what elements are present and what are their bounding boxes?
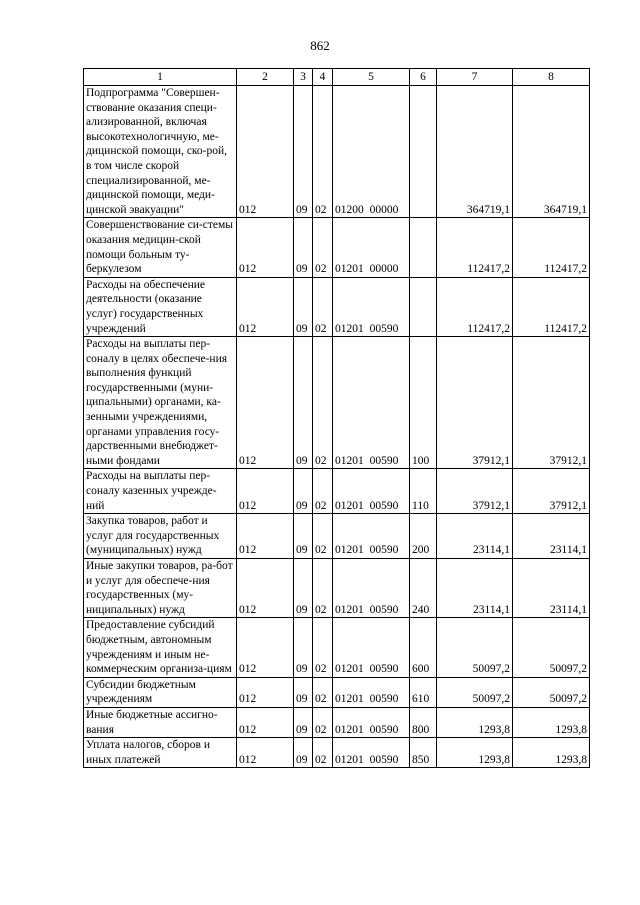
header-col-7: 7 xyxy=(437,69,513,86)
cell-pr: 02 xyxy=(313,738,333,768)
cell-rz: 09 xyxy=(294,618,313,677)
cell-pr: 02 xyxy=(313,618,333,677)
header-col-3: 3 xyxy=(294,69,313,86)
header-col-4: 4 xyxy=(313,69,333,86)
cell-vr: 600 xyxy=(410,618,437,677)
cell-pr: 02 xyxy=(313,277,333,336)
table-row xyxy=(84,559,590,618)
cell-name: Расходы на выплаты пер-соналу казенных учрежде-ний xyxy=(84,469,237,514)
table-row xyxy=(84,86,590,218)
cell-sum-1: 37912,1 xyxy=(437,469,513,514)
cell-csr: 01201 00590 xyxy=(333,337,410,469)
cell-rz: 09 xyxy=(294,337,313,469)
cell-sum-2: 1293,8 xyxy=(513,707,590,737)
cell-rz: 09 xyxy=(294,277,313,336)
cell-name: Уплата налогов, сборов и иных платежей xyxy=(84,738,237,768)
cell-grbs: 012 xyxy=(237,218,294,277)
cell-grbs: 012 xyxy=(237,559,294,618)
table-row xyxy=(84,514,590,559)
cell-csr: 01201 00590 xyxy=(333,707,410,737)
cell-name: Иные бюджетные ассигно-вания xyxy=(84,707,237,737)
table-body xyxy=(84,86,590,768)
cell-sum-2: 23114,1 xyxy=(513,559,590,618)
cell-sum-1: 1293,8 xyxy=(437,707,513,737)
cell-pr: 02 xyxy=(313,469,333,514)
cell-vr: 800 xyxy=(410,707,437,737)
cell-vr: 610 xyxy=(410,677,437,707)
cell-pr: 02 xyxy=(313,218,333,277)
cell-sum-2: 112417,2 xyxy=(513,277,590,336)
cell-sum-1: 50097,2 xyxy=(437,677,513,707)
cell-grbs: 012 xyxy=(237,277,294,336)
cell-vr xyxy=(410,218,437,277)
cell-rz: 09 xyxy=(294,218,313,277)
cell-sum-2: 50097,2 xyxy=(513,618,590,677)
cell-csr: 01201 00590 xyxy=(333,738,410,768)
cell-name: Подпрограмма "Совершен-ствование оказания специ-ализированной, включая высокотехнологичную, ме-дицинской помощи, ско-рой, в том числе скорой специализированной, ме-дицинской помощи, меди-цинской эвакуации" xyxy=(84,86,237,218)
cell-csr: 01201 00590 xyxy=(333,469,410,514)
cell-sum-1: 23114,1 xyxy=(437,514,513,559)
table-row xyxy=(84,618,590,677)
table-row xyxy=(84,218,590,277)
cell-grbs: 012 xyxy=(237,738,294,768)
cell-grbs: 012 xyxy=(237,469,294,514)
budget-table xyxy=(83,68,590,768)
table-row xyxy=(84,677,590,707)
cell-vr: 100 xyxy=(410,337,437,469)
cell-sum-2: 37912,1 xyxy=(513,469,590,514)
cell-vr xyxy=(410,277,437,336)
cell-pr: 02 xyxy=(313,337,333,469)
cell-sum-2: 23114,1 xyxy=(513,514,590,559)
cell-name: Совершенствование си-стемы оказания медицин-ской помощи больным ту-беркулезом xyxy=(84,218,237,277)
cell-rz: 09 xyxy=(294,469,313,514)
cell-csr: 01201 00590 xyxy=(333,559,410,618)
cell-csr: 01200 00000 xyxy=(333,86,410,218)
cell-sum-2: 50097,2 xyxy=(513,677,590,707)
cell-sum-1: 50097,2 xyxy=(437,618,513,677)
cell-csr: 01201 00590 xyxy=(333,677,410,707)
cell-csr: 01201 00000 xyxy=(333,218,410,277)
cell-name: Закупка товаров, работ и услуг для государственных (муниципальных) нужд xyxy=(84,514,237,559)
cell-rz: 09 xyxy=(294,86,313,218)
table-row xyxy=(84,277,590,336)
header-col-8: 8 xyxy=(513,69,590,86)
cell-vr: 110 xyxy=(410,469,437,514)
table-row xyxy=(84,469,590,514)
cell-rz: 09 xyxy=(294,738,313,768)
cell-sum-1: 1293,8 xyxy=(437,738,513,768)
cell-name: Расходы на обеспечение деятельности (оказание услуг) государственных учреждений xyxy=(84,277,237,336)
cell-csr: 01201 00590 xyxy=(333,514,410,559)
cell-sum-1: 112417,2 xyxy=(437,218,513,277)
header-col-6: 6 xyxy=(410,69,437,86)
header-col-5: 5 xyxy=(333,69,410,86)
cell-grbs: 012 xyxy=(237,337,294,469)
header-col-2: 2 xyxy=(237,69,294,86)
cell-pr: 02 xyxy=(313,677,333,707)
cell-sum-1: 364719,1 xyxy=(437,86,513,218)
cell-sum-1: 37912,1 xyxy=(437,337,513,469)
cell-pr: 02 xyxy=(313,86,333,218)
header-row xyxy=(84,69,590,86)
page-number: 862 xyxy=(310,38,330,53)
cell-vr: 850 xyxy=(410,738,437,768)
cell-name: Расходы на выплаты пер-соналу в целях обеспече-ния выполнения функций государственными (муни-ципальными) органами, ка-зенными учреждениями, органами управления госу-дарственными внебюджет-ными фондами xyxy=(84,337,237,469)
cell-grbs: 012 xyxy=(237,707,294,737)
cell-pr: 02 xyxy=(313,559,333,618)
cell-grbs: 012 xyxy=(237,677,294,707)
cell-sum-1: 23114,1 xyxy=(437,559,513,618)
cell-vr: 200 xyxy=(410,514,437,559)
cell-name: Предоставление субсидий бюджетным, автономным учреждениям и иным не-коммерческим организа-циям xyxy=(84,618,237,677)
cell-name: Субсидии бюджетным учреждениям xyxy=(84,677,237,707)
cell-vr: 240 xyxy=(410,559,437,618)
cell-grbs: 012 xyxy=(237,86,294,218)
cell-rz: 09 xyxy=(294,559,313,618)
table-row xyxy=(84,738,590,768)
cell-rz: 09 xyxy=(294,677,313,707)
cell-sum-1: 112417,2 xyxy=(437,277,513,336)
cell-rz: 09 xyxy=(294,514,313,559)
cell-sum-2: 112417,2 xyxy=(513,218,590,277)
cell-grbs: 012 xyxy=(237,618,294,677)
header-col-1: 1 xyxy=(84,69,237,86)
cell-sum-2: 1293,8 xyxy=(513,738,590,768)
cell-csr: 01201 00590 xyxy=(333,618,410,677)
cell-name: Иные закупки товаров, ра-бот и услуг для обеспече-ния государственных (му-ниципальных) нужд xyxy=(84,559,237,618)
cell-csr: 01201 00590 xyxy=(333,277,410,336)
table-row xyxy=(84,707,590,737)
table-row xyxy=(84,337,590,469)
cell-vr xyxy=(410,86,437,218)
cell-pr: 02 xyxy=(313,707,333,737)
cell-pr: 02 xyxy=(313,514,333,559)
cell-rz: 09 xyxy=(294,707,313,737)
cell-sum-2: 364719,1 xyxy=(513,86,590,218)
cell-sum-2: 37912,1 xyxy=(513,337,590,469)
cell-grbs: 012 xyxy=(237,514,294,559)
